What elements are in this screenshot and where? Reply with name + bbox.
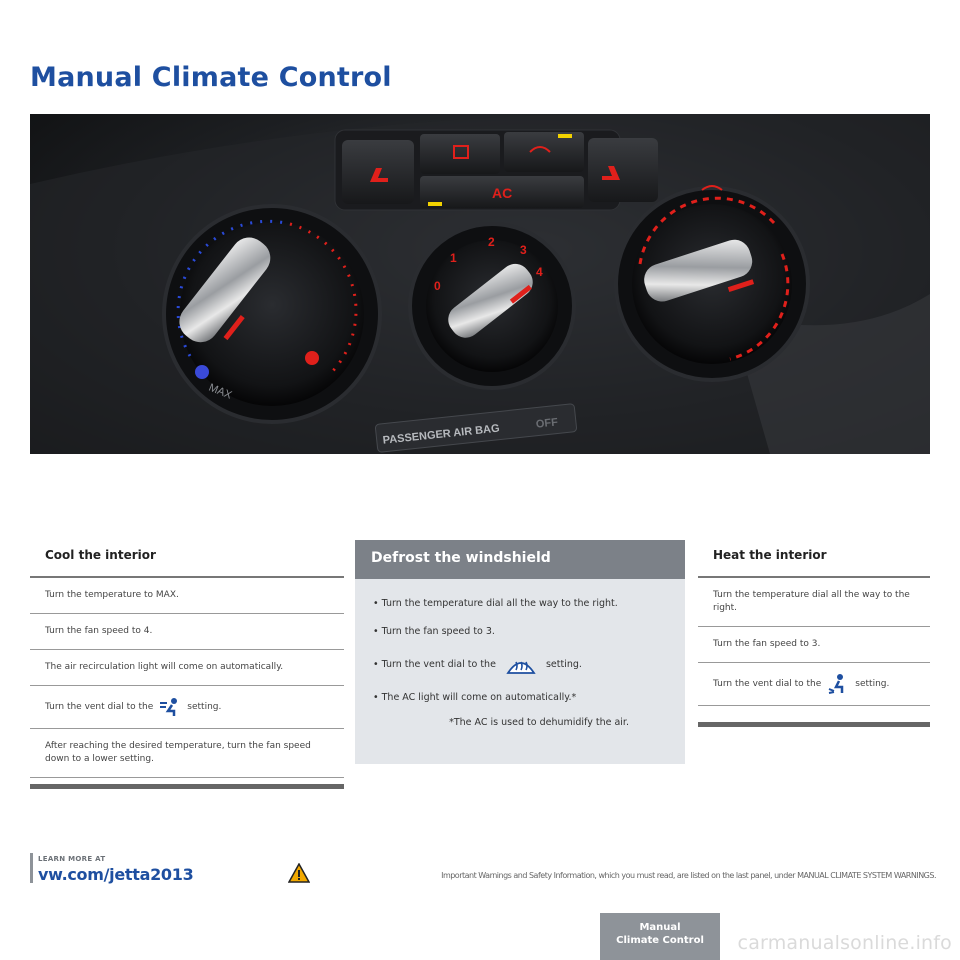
- heat-panel-footer-bar: [698, 722, 930, 727]
- heat-interior-panel: [698, 540, 930, 727]
- cool-vent-text-after: setting.: [187, 701, 222, 712]
- cool-step: Turn the fan speed to 4.: [30, 614, 344, 650]
- vent-feet-icon: [827, 674, 849, 694]
- fan-tick-2: 2: [488, 235, 495, 249]
- cool-step: Turn the temperature to MAX.: [30, 578, 344, 614]
- defrost-step: • Turn the temperature dial all the way to the right.: [373, 598, 618, 609]
- fan-tick-3: 3: [520, 243, 527, 257]
- heat-vent-text-before: Turn the vent dial to the: [713, 678, 822, 689]
- learn-more-label: LEARN MORE AT: [38, 855, 106, 863]
- windshield-defrost-icon: [506, 653, 536, 677]
- recirculation-indicator: [558, 134, 572, 138]
- watermark: carmanualsonline.info: [737, 932, 952, 954]
- cool-step-vent: [30, 686, 344, 729]
- learn-more-link[interactable]: vw.com/jetta2013: [38, 865, 194, 884]
- defrost-step: • Turn the fan speed to 3.: [373, 626, 495, 637]
- fan-speed-dial[interactable]: [410, 224, 574, 388]
- heat-vent-text-after: setting.: [855, 678, 890, 689]
- max-label: MAX: [206, 381, 234, 402]
- fan-tick-1: 1: [450, 251, 457, 265]
- cool-panel-title: Cool the interior: [30, 540, 344, 578]
- right-seat-heat-button[interactable]: [588, 138, 658, 202]
- airbag-label: PASSENGER AIR BAG: [382, 422, 501, 447]
- vent-mode-dial[interactable]: [616, 186, 808, 380]
- fan-tick-4: 4: [536, 265, 543, 279]
- defrost-footnote: *The AC is used to dehumidify the air.: [449, 717, 629, 728]
- climate-control-photo: [30, 114, 930, 454]
- cool-step: After reaching the desired temperature, turn the fan speed down to a lower setting.: [30, 729, 344, 778]
- cool-step: The air recirculation light will come on automatically.: [30, 650, 344, 686]
- defrost-windshield-panel: [355, 540, 685, 764]
- temperature-dial[interactable]: [164, 206, 380, 422]
- section-tab[interactable]: [600, 913, 720, 960]
- rear-defrost-button[interactable]: [420, 134, 500, 174]
- section-tab-line1: Manual: [639, 922, 681, 933]
- cool-vent-text-before: Turn the vent dial to the: [45, 701, 154, 712]
- defrost-vent-text-after: setting.: [545, 659, 582, 670]
- heat-step: Turn the fan speed to 3.: [698, 627, 930, 663]
- page-title: Manual Climate Control: [30, 62, 392, 93]
- defrost-step-vent: [373, 653, 667, 677]
- heat-step: Turn the temperature dial all the way to the right.: [698, 578, 930, 627]
- warning-triangle-icon: [288, 863, 310, 883]
- section-tab-line2: Climate Control: [616, 935, 704, 946]
- fan-tick-0: 0: [434, 279, 441, 293]
- learn-more-bar: [30, 853, 33, 883]
- ac-label: AC: [492, 185, 513, 201]
- heat-panel-title: Heat the interior: [698, 540, 930, 578]
- defrost-vent-text-before: • Turn the vent dial to the: [373, 659, 496, 670]
- defrost-panel-title: Defrost the windshield: [355, 540, 685, 579]
- ac-indicator: [428, 202, 442, 206]
- airbag-off-label: OFF: [535, 416, 559, 431]
- defrost-step: • The AC light will come on automatically.*: [373, 692, 577, 703]
- hot-dot: [305, 351, 319, 365]
- heat-step-vent: [698, 663, 930, 706]
- footer: [30, 853, 936, 893]
- vent-face-icon: [159, 697, 181, 717]
- cold-dot: [195, 365, 209, 379]
- safety-warning-text: Important Warnings and Safety Information, which you must read, are listed on the last panel, under MANUAL CLIMATE SYSTEM WARNINGS.: [441, 871, 936, 880]
- cool-panel-footer-bar: [30, 784, 344, 789]
- cool-interior-panel: [30, 540, 344, 789]
